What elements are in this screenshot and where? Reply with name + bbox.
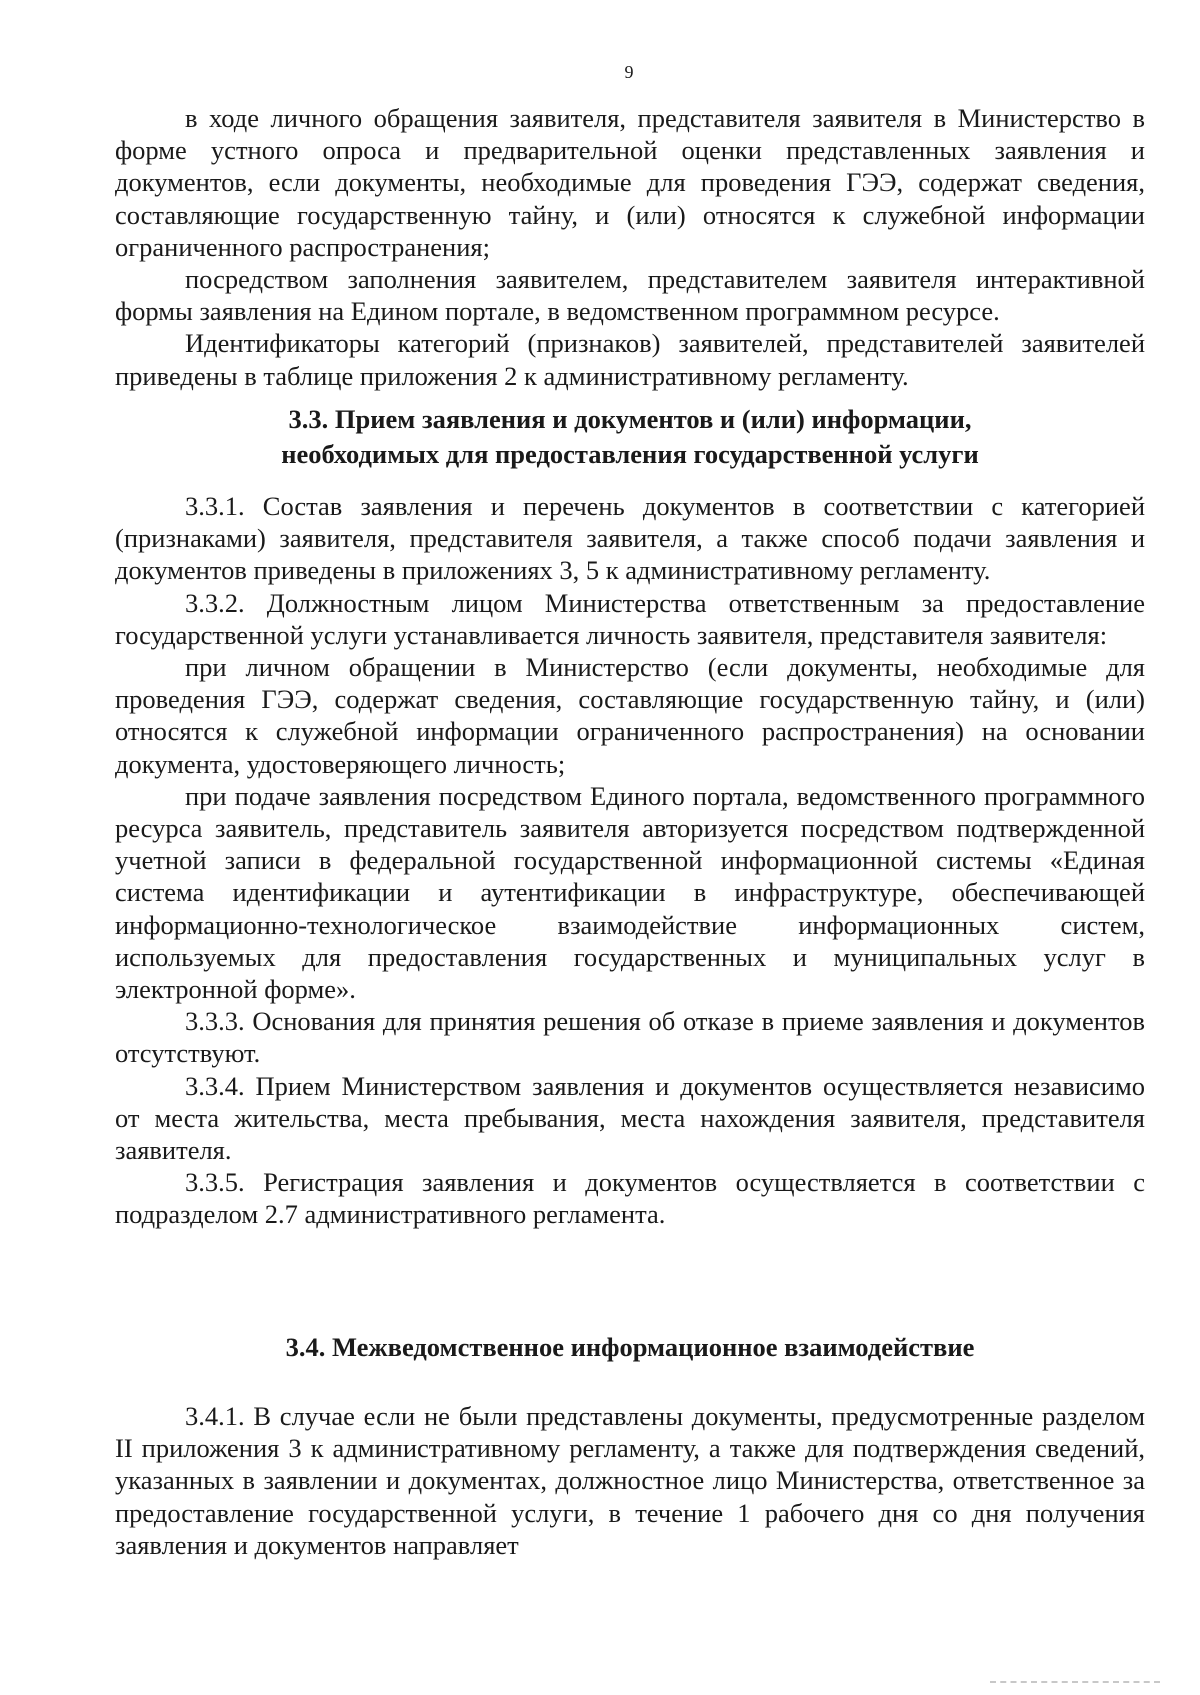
paragraph: 3.4.1. В случае если не были представлены документы, предусмотренные разделом II приложения 3 к административному регламенту, а также для подтверждения сведений, указанных в заявлении и документах, должностное лицо Министерства, ответственное за предоставление государственной услуги, в течение 1 рабочего дня со дня получения заявления и документов направляет <box>115 1401 1145 1560</box>
section-heading-3-3 <box>115 402 1145 472</box>
scan-artifact <box>990 1678 1160 1683</box>
paragraph: в ходе личного обращения заявителя, представителя заявителя в Министерство в форме устного опроса и предварительной оценки представленных заявления и документов, если документы, необходимые для проведения ГЭЭ, содержат сведения, составляющие государственную тайну, и (или) относятся к служебной информации ограниченного распространения; <box>115 103 1145 262</box>
paragraph: Идентификаторы категорий (признаков) заявителей, представителей заявителей приведены в таблице приложения 2 к административному регламенту. <box>115 328 1145 391</box>
paragraph: 3.3.3. Основания для принятия решения об отказе в приеме заявления и документов отсутствуют. <box>115 1006 1145 1069</box>
text-block-section-3-4 <box>115 1400 1145 1561</box>
paragraph: 3.3.2. Должностным лицом Министерства ответственным за предоставление государственной услуги устанавливается личность заявителя, представителя заявителя: <box>115 587 1145 650</box>
heading-line: необходимых для предоставления государственной услуги <box>281 439 979 469</box>
paragraph: 3.3.5. Регистрация заявления и документов осуществляется в соответствии с подразделом 2.7 административного регламента. <box>115 1167 1145 1230</box>
paragraph: посредством заполнения заявителем, представителем заявителя интерактивной формы заявления на Едином портале, в ведомственном программном ресурсе. <box>115 264 1145 327</box>
text-block-intro <box>115 102 1145 392</box>
page-number: 9 <box>624 62 634 82</box>
paragraph: 3.3.1. Состав заявления и перечень документов в соответствии с категорией (признаками) заявителя, представителя заявителя, а также способ подачи заявления и документов приведены в приложениях 3, 5 к административному регламенту. <box>115 491 1145 586</box>
heading-line: 3.3. Прием заявления и документов и (или) информации, <box>288 404 972 434</box>
paragraph: 3.3.4. Прием Министерством заявления и документов осуществляется независимо от места жительства, места пребывания, места нахождения заявителя, представителя заявителя. <box>115 1070 1145 1166</box>
paragraph: при подаче заявления посредством Единого портала, ведомственного программного ресурса заявитель, представитель заявителя авторизуется посредством подтвержденной учетной записи в федеральной государственной информационной системы «Единая система идентификации и аутентификации в инфраструктуре, обеспечивающей информационно-технологическое взаимодействие информационных систем, используемых для предоставления государственных и муниципальных услуг в электронной форме». <box>115 780 1145 1005</box>
text-block-section-3-3 <box>115 490 1145 1231</box>
section-heading-3-4: 3.4. Межведомственное информационное взаимодействие <box>285 1332 975 1362</box>
paragraph: при личном обращении в Министерство (если документы, необходимые для проведения ГЭЭ, содержат сведения, составляющие государственную тайну, и (или) относятся к служебной информации ограниченного распространения) на основании документа, удостоверяющего личность; <box>115 652 1145 779</box>
